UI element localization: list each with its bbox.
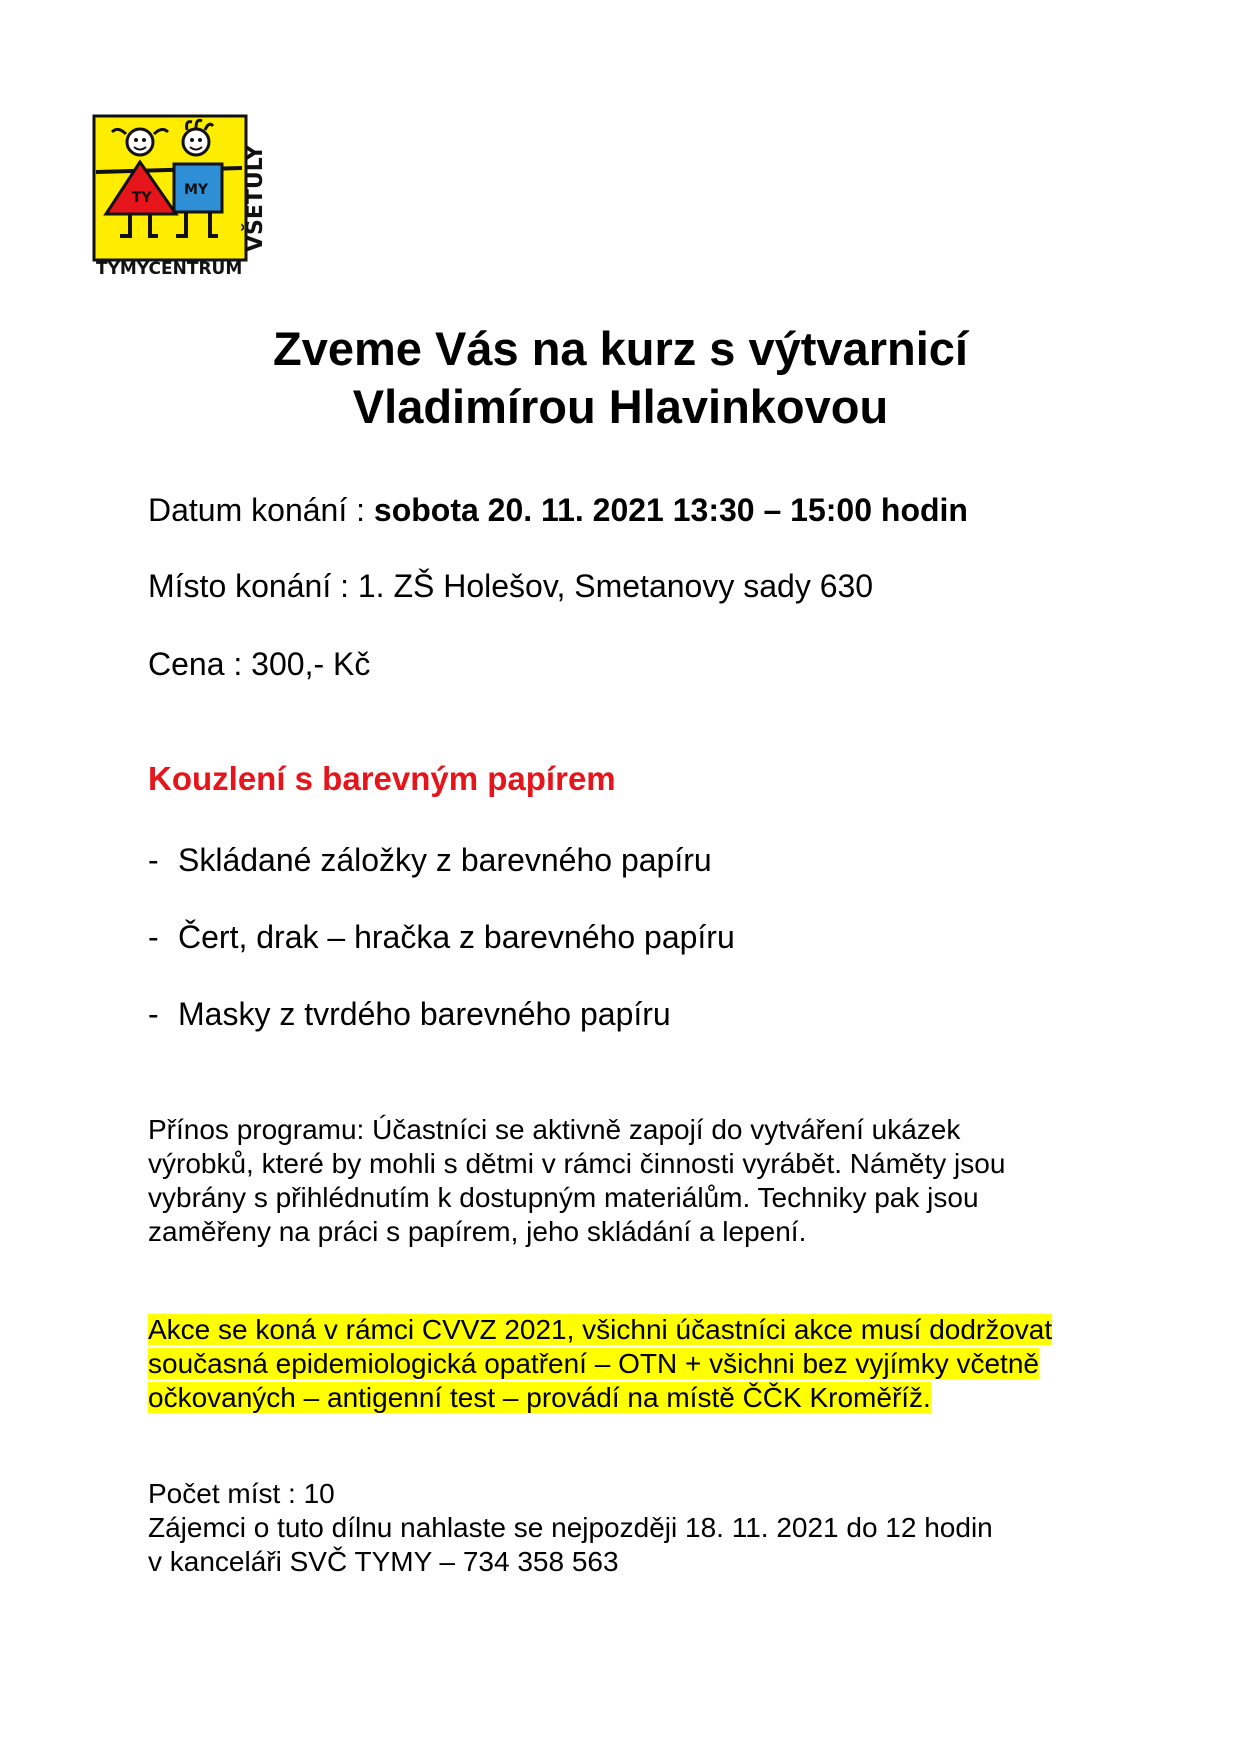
svg-text:MY: MY bbox=[184, 182, 209, 198]
contact: v kanceláři SVČ TYMY – 734 358 563 bbox=[148, 1546, 619, 1577]
benefit-line: Přínos programu: Účastníci se aktivně zapojí do vytváření ukázek bbox=[148, 1114, 961, 1145]
section-heading: Kouzlení s barevným papírem bbox=[148, 760, 616, 797]
list-dash: - bbox=[148, 996, 159, 1032]
capacity: Počet míst : 10 bbox=[148, 1478, 335, 1509]
svg-text:VŠETULY: VŠETULY bbox=[243, 144, 268, 252]
tymycentrum-logo bbox=[92, 112, 278, 278]
tymycentrum-logo-image bbox=[92, 112, 278, 278]
benefit-line: zaměřeny na práci s papírem, jeho skládání a lepení. bbox=[148, 1216, 807, 1247]
benefit-line: výrobků, které by mohli s dětmi v rámci činnosti vyrábět. Náměty jsou bbox=[148, 1148, 1006, 1179]
list-item-text: Skládané záložky z barevného papíru bbox=[178, 842, 712, 878]
list-item bbox=[148, 842, 712, 878]
benefit-line: vybrány s přihlédnutím k dostupným materiálům. Techniky pak jsou bbox=[148, 1182, 979, 1213]
notice-line: očkovaných – antigenní test – provádí na místě ČČK Kroměříž. bbox=[148, 1382, 931, 1413]
title-line-1: Zveme Vás na kurz s výtvarnicí bbox=[273, 322, 968, 375]
svg-text:TY: TY bbox=[132, 190, 152, 206]
program-benefit bbox=[148, 1113, 1108, 1249]
event-price: Cena : 300,- Kč bbox=[148, 646, 371, 682]
event-place: Místo konání : 1. ZŠ Holešov, Smetanovy sady 630 bbox=[148, 568, 874, 604]
date-label: Datum konání : bbox=[148, 492, 374, 528]
list-dash: - bbox=[148, 842, 159, 878]
notice-line: současná epidemiologická opatření – OTN + všichni bez vyjímky včetně bbox=[148, 1348, 1039, 1379]
registration-deadline: Zájemci o tuto dílnu nahlaste se nejpozději 18. 11. 2021 do 12 hodin bbox=[148, 1512, 993, 1543]
list-item-text: Čert, drak – hračka z barevného papíru bbox=[178, 919, 735, 955]
event-date bbox=[148, 492, 968, 528]
covid-notice bbox=[148, 1313, 1108, 1415]
list-dash: - bbox=[148, 919, 159, 955]
list-item-text: Masky z tvrdého barevného papíru bbox=[178, 996, 671, 1032]
list-item bbox=[148, 996, 671, 1032]
registration-info bbox=[148, 1477, 1108, 1579]
svg-text:TYMYCENTRUM: TYMYCENTRUM bbox=[96, 259, 243, 278]
title-line-2: Vladimírou Hlavinkovou bbox=[352, 380, 889, 433]
date-value: sobota 20. 11. 2021 13:30 – 15:00 hodin bbox=[373, 492, 968, 528]
notice-line: Akce se koná v rámci CVVZ 2021, všichni účastníci akce musí dodržovat bbox=[148, 1314, 1053, 1345]
list-item bbox=[148, 919, 735, 955]
